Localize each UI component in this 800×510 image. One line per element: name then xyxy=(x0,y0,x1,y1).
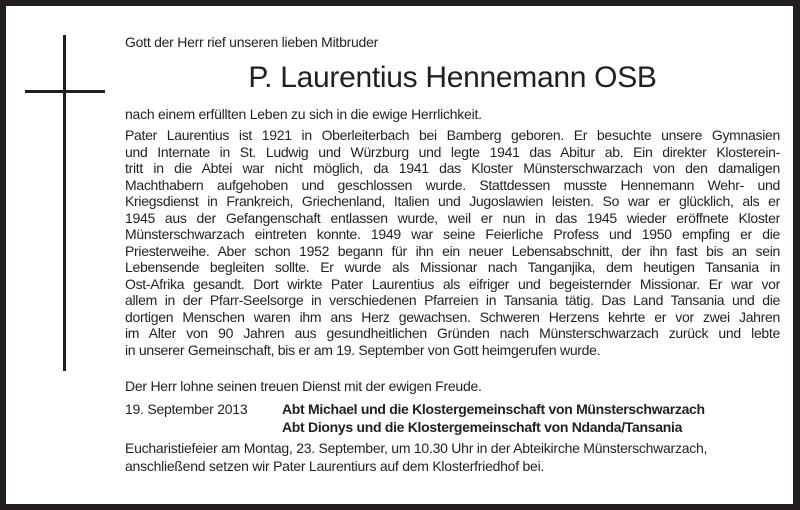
biography-line: Priesterweihe. Aber schon 1952 begann für ihn ein neuer Lebensabschnitt, der ihn fast bis an sein xyxy=(125,242,780,259)
biography-line: dortigen Menschen waren ihm ans Herz gewachsen. Schweren Herzens kehrte er vor zwei Jahren xyxy=(125,308,780,325)
biography-line: Lebensende begleiten sollte. Er wurde als Missionar nach Tanganjika, dem heutigen Tansania in xyxy=(125,259,780,275)
biography-line: Machthabern aufgehoben und geschlossen wurde. Stattdessen musste Hennemann Wehr- und xyxy=(125,176,780,193)
biography-line: Münsterschwarzach eintreten konnte. 1949 war seine Feierliche Profess und 1950 empfing er die xyxy=(125,226,780,242)
cross-icon xyxy=(63,35,66,371)
signature-munsterschwarzach: Abt Michael und die Klostergemeinschaft von Münsterschwarzach xyxy=(282,401,705,417)
biography-line: im Alter von 90 Jahren aus gesundheitlichen Gründen nach Münsterschwarzach zurück und lebte xyxy=(125,325,780,341)
after-name-text: nach einem erfüllten Leben zu sich in die ewige Herrlichkeit. xyxy=(125,106,482,122)
biography-line: Pater Laurentius ist 1921 in Oberleiterbach bei Bamberg geboren. Er besuchte unsere Gymnasien xyxy=(125,127,780,143)
biography-line: und Internate in St. Ludwig und Würzburg und legte 1941 das Abitur ab. Ein direkter Klosterein- xyxy=(125,143,780,160)
biography-line: allem in der Pfarr-Seelsorge in verschiedenen Pfarreien in Tansania tätig. Das Land Tansania und die xyxy=(125,292,780,308)
service-info-line: anschließend setzen wir Pater Laurentiurs auf dem Klosterfriedhof bei. xyxy=(125,458,545,474)
deceased-name: P. Laurentius Hennemann OSB xyxy=(248,61,657,94)
biography xyxy=(125,127,780,358)
notice-date: 19. September 2013 xyxy=(125,401,248,417)
cross-icon-bar xyxy=(25,90,105,93)
biography-line-last: in unserer Gemeinschaft, bis er am 19. September von Gott heimgerufen wurde. xyxy=(125,341,601,358)
service-info-line: Eucharistiefeier am Montag, 23. September, um 10.30 Uhr in der Abteikirche Münsterschwarzach, xyxy=(125,440,708,456)
biography-line: tritt in die Abtei war nicht möglich, da 1941 das Kloster Münsterschwarzach von den damaligen xyxy=(125,160,780,176)
closing-text: Der Herr lohne seinen treuen Dienst mit der ewigen Freude. xyxy=(125,378,482,394)
signature-ndanda: Abt Dionys und die Klostergemeinschaft von Ndanda/Tansania xyxy=(282,419,683,435)
intro-text: Gott der Herr rief unseren lieben Mitbruder xyxy=(125,34,379,50)
biography-line: 1945 aus der Gefangenschaft entlassen wurde, weil er nun in das 1945 wieder eröffnete Kloster xyxy=(125,209,780,226)
obituary-notice xyxy=(6,6,793,504)
biography-line: Ost-Afrika gesandt. Dort wirkte Pater Laurentius als eifriger und begeisternder Missionar. Er war vor xyxy=(125,275,780,292)
biography-line: Kriegsdienst in Frankreich, Griechenland, Italien und Jugoslawien leisten. So war er glücklich, als er xyxy=(125,193,780,209)
